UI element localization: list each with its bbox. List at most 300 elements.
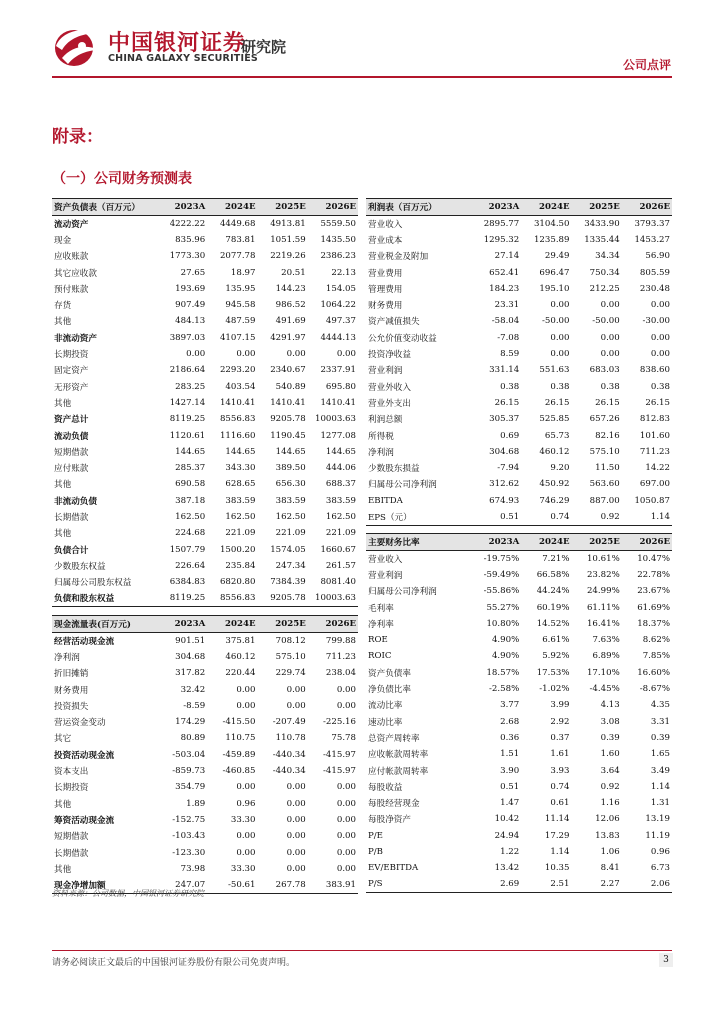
cell-value: 1.51 bbox=[500, 749, 520, 760]
table-row bbox=[52, 541, 358, 557]
table-row bbox=[52, 633, 358, 649]
cell-value: 708.12 bbox=[275, 635, 306, 646]
cell-value: 1.22 bbox=[500, 846, 520, 857]
table-row bbox=[366, 599, 672, 615]
row-label: 资本支出 bbox=[54, 767, 89, 778]
cell-value: 16.60% bbox=[637, 667, 670, 678]
table-header-row bbox=[366, 534, 672, 551]
cell-value: 283.25 bbox=[175, 381, 206, 392]
cell-value: 0.00 bbox=[236, 782, 256, 793]
table-row bbox=[366, 330, 672, 346]
cell-value: 10003.63 bbox=[314, 414, 356, 425]
cell-value: 10.42 bbox=[494, 814, 520, 825]
row-label: 应收帐款周转率 bbox=[368, 750, 429, 761]
row-label: 无形资产 bbox=[54, 382, 89, 393]
cell-value: 2077.78 bbox=[219, 251, 256, 262]
galaxy-logo-icon bbox=[52, 24, 104, 68]
cell-value: 688.37 bbox=[325, 479, 356, 490]
company-name-cn: 中国银河证券 bbox=[108, 31, 247, 56]
cell-value: 26.15 bbox=[645, 397, 670, 408]
row-label: 营业收入 bbox=[368, 554, 403, 565]
table-row bbox=[52, 281, 358, 297]
cell-value: 0.00 bbox=[236, 847, 256, 858]
cell-value: 383.59 bbox=[325, 495, 356, 506]
row-label: 营业费用 bbox=[368, 268, 403, 279]
cell-value: 0.38 bbox=[500, 381, 520, 392]
cell-value: 0.61 bbox=[550, 798, 570, 809]
cell-value: -7.08 bbox=[497, 332, 520, 343]
cell-value: 0.00 bbox=[600, 332, 620, 343]
row-label: 长期投资 bbox=[54, 783, 89, 794]
row-label: 流动比率 bbox=[368, 701, 403, 712]
cell-value: 55.27% bbox=[486, 602, 520, 613]
cell-value: 17.10% bbox=[586, 667, 620, 678]
cell-value: 3433.90 bbox=[584, 218, 620, 229]
cell-value: 4291.97 bbox=[270, 332, 306, 343]
cell-value: -55.86% bbox=[483, 586, 520, 597]
cell-value: 525.85 bbox=[539, 414, 570, 425]
table-row bbox=[366, 730, 672, 746]
row-label: 存货 bbox=[54, 301, 72, 312]
cell-value: -4.45% bbox=[589, 684, 620, 695]
table-row bbox=[52, 493, 358, 509]
cell-value: 0.00 bbox=[286, 700, 306, 711]
table-row bbox=[52, 649, 358, 665]
row-label: 非流动资产 bbox=[54, 333, 97, 344]
cell-value: 0.00 bbox=[336, 831, 356, 842]
cell-value: 8119.25 bbox=[169, 414, 206, 425]
table-row bbox=[366, 762, 672, 778]
cell-value: 1435.50 bbox=[320, 234, 356, 245]
cell-value: 0.69 bbox=[500, 430, 520, 441]
cell-value: 285.37 bbox=[175, 463, 206, 474]
cell-value: 0.00 bbox=[286, 349, 306, 360]
row-label: 长期投资 bbox=[54, 350, 89, 361]
cell-value: 1190.45 bbox=[270, 430, 306, 441]
cell-value: 0.00 bbox=[550, 332, 570, 343]
table-row bbox=[366, 232, 672, 248]
table-row bbox=[52, 812, 358, 828]
cell-value: 230.48 bbox=[639, 283, 670, 294]
cell-value: 7.85% bbox=[642, 651, 670, 662]
cell-value: 1.47 bbox=[500, 798, 520, 809]
cell-value: 0.00 bbox=[286, 863, 306, 874]
cell-value: 12.06 bbox=[595, 814, 620, 825]
cell-value: 2293.20 bbox=[219, 365, 256, 376]
column-header: 2023A bbox=[157, 199, 207, 216]
cell-value: 696.47 bbox=[539, 267, 570, 278]
table-row bbox=[52, 747, 358, 763]
cell-value: 484.13 bbox=[175, 316, 206, 327]
cell-value: 1.14 bbox=[622, 509, 672, 525]
cell-value: -460.85 bbox=[222, 766, 256, 777]
table-row bbox=[52, 574, 358, 590]
cell-value: 8081.40 bbox=[320, 577, 356, 588]
column-header: 2023A bbox=[157, 616, 207, 633]
footer-divider bbox=[52, 950, 672, 951]
cell-value: 1.61 bbox=[550, 749, 570, 760]
cell-value: 10.47% bbox=[637, 553, 670, 564]
row-label: 营运资金变动 bbox=[54, 718, 106, 729]
cell-value: 61.11% bbox=[586, 602, 620, 613]
cell-value: 683.03 bbox=[589, 365, 620, 376]
cell-value: -50.00 bbox=[592, 316, 620, 327]
table-row bbox=[52, 779, 358, 795]
cell-value: 304.68 bbox=[175, 651, 206, 662]
column-header: 2026E bbox=[622, 199, 672, 216]
row-label: 净负债比率 bbox=[368, 685, 411, 696]
row-label: 非流动负债 bbox=[54, 496, 97, 507]
row-label: 公允价值变动收益 bbox=[368, 333, 437, 344]
cell-value: -440.34 bbox=[272, 766, 306, 777]
cell-value: -50.00 bbox=[541, 316, 570, 327]
cell-value: 4.90% bbox=[491, 651, 520, 662]
table-row bbox=[52, 665, 358, 681]
cell-value: 144.65 bbox=[175, 446, 206, 457]
cell-value: 7.21% bbox=[542, 553, 570, 564]
cell-value: 305.37 bbox=[489, 414, 520, 425]
cell-value: 11.14 bbox=[544, 814, 570, 825]
cell-value: 144.65 bbox=[325, 446, 356, 457]
cell-value: 575.10 bbox=[275, 651, 306, 662]
cell-value: 0.38 bbox=[650, 381, 670, 392]
cell-value: 110.75 bbox=[225, 733, 256, 744]
cell-value: 1295.32 bbox=[483, 234, 520, 245]
table-row bbox=[52, 216, 358, 232]
cell-value: 1.14 bbox=[650, 781, 670, 792]
cell-value: 33.30 bbox=[230, 863, 256, 874]
row-label: ROE bbox=[368, 635, 388, 646]
cell-value: 0.96 bbox=[236, 798, 256, 809]
cell-value: 60.19% bbox=[536, 602, 570, 613]
cell-value: 656.30 bbox=[275, 479, 306, 490]
cell-value: -415.50 bbox=[222, 717, 256, 728]
table-row bbox=[52, 346, 358, 362]
cell-value: -152.75 bbox=[172, 814, 206, 825]
row-label: P/B bbox=[368, 846, 383, 857]
cell-value: 1.89 bbox=[186, 798, 206, 809]
cell-value: 23.82% bbox=[586, 569, 620, 580]
cell-value: 0.00 bbox=[550, 349, 570, 360]
row-label: ROIC bbox=[368, 651, 392, 662]
cell-value: 0.00 bbox=[186, 349, 206, 360]
cell-value: 1410.41 bbox=[219, 397, 256, 408]
cell-value: -19.75% bbox=[483, 553, 520, 564]
table-row bbox=[52, 232, 358, 248]
cell-value: 0.00 bbox=[236, 831, 256, 842]
cell-value: 901.51 bbox=[175, 635, 206, 646]
cell-value: 4444.13 bbox=[320, 332, 356, 343]
cell-value: 23.67% bbox=[637, 586, 670, 597]
table-row bbox=[366, 264, 672, 280]
row-label: 长期借款 bbox=[54, 848, 89, 859]
cell-value: 1.65 bbox=[650, 749, 670, 760]
table-row bbox=[366, 444, 672, 460]
row-label: EBITDA bbox=[368, 495, 403, 506]
report-type: 公司点评 bbox=[622, 58, 671, 72]
cell-value: 6820.80 bbox=[219, 577, 256, 588]
table-row bbox=[52, 525, 358, 541]
row-label: 短期借款 bbox=[54, 447, 89, 458]
cell-value: 2895.77 bbox=[483, 218, 520, 229]
row-label: 营业利润 bbox=[368, 366, 403, 377]
cell-value: 746.29 bbox=[539, 495, 570, 506]
table-row bbox=[366, 567, 672, 583]
cell-value: 460.12 bbox=[539, 446, 570, 457]
row-label: 投资净收益 bbox=[368, 350, 411, 361]
row-label: 所得税 bbox=[368, 431, 394, 442]
cell-value: 1660.67 bbox=[320, 544, 356, 555]
cell-value: 11.50 bbox=[595, 463, 620, 474]
table-row bbox=[366, 248, 672, 264]
table-row bbox=[366, 681, 672, 697]
row-label: 其他 bbox=[54, 317, 72, 328]
cell-value: 212.25 bbox=[589, 283, 620, 294]
cell-value: 0.00 bbox=[336, 798, 356, 809]
cell-value: 0.00 bbox=[650, 300, 670, 311]
row-label: 筹资活动现金流 bbox=[54, 815, 115, 826]
table-header-row bbox=[52, 616, 358, 633]
cell-value: 0.00 bbox=[336, 814, 356, 825]
table-row bbox=[366, 395, 672, 411]
cell-value: 195.10 bbox=[539, 283, 570, 294]
cell-value: 61.69% bbox=[637, 602, 670, 613]
cell-value: 144.65 bbox=[275, 446, 306, 457]
table-row bbox=[366, 378, 672, 394]
table-row bbox=[52, 698, 358, 714]
cell-value: 3.99 bbox=[550, 700, 570, 711]
cell-value: 1050.87 bbox=[634, 495, 670, 506]
table-row bbox=[52, 411, 358, 427]
cell-value: -859.73 bbox=[172, 766, 206, 777]
cell-value: 0.00 bbox=[336, 684, 356, 695]
cell-value: 497.37 bbox=[325, 316, 356, 327]
row-label: 预付账款 bbox=[54, 284, 89, 295]
row-label: 净利率 bbox=[368, 619, 394, 630]
cell-value: 652.41 bbox=[489, 267, 520, 278]
income-statement-table bbox=[366, 198, 672, 526]
balance-sheet-table bbox=[52, 198, 358, 607]
table-row bbox=[366, 493, 672, 509]
column-header: 2024E bbox=[521, 534, 571, 551]
cell-value: 0.00 bbox=[236, 700, 256, 711]
cell-value: 0.00 bbox=[650, 332, 670, 343]
table-row bbox=[366, 828, 672, 844]
row-label: 营业利润 bbox=[368, 570, 403, 581]
cell-value: 697.00 bbox=[639, 479, 670, 490]
header-divider bbox=[52, 76, 672, 78]
appendix-title: 附录： bbox=[52, 127, 103, 147]
cell-value: 945.58 bbox=[225, 300, 256, 311]
table-row bbox=[366, 281, 672, 297]
cell-value: 711.23 bbox=[639, 446, 670, 457]
cell-value: 0.37 bbox=[550, 732, 570, 743]
cell-value: -2.58% bbox=[489, 684, 520, 695]
table-header-row bbox=[52, 199, 358, 216]
cell-value: 18.97 bbox=[230, 267, 256, 278]
row-label: 总资产周转率 bbox=[368, 733, 420, 744]
cell-value: 8.41 bbox=[600, 863, 620, 874]
cell-value: 1453.27 bbox=[634, 234, 670, 245]
table-row bbox=[52, 828, 358, 844]
table-title-header: 利润表（百万元） bbox=[366, 199, 471, 216]
cell-value: -30.00 bbox=[642, 316, 670, 327]
table-row bbox=[52, 378, 358, 394]
cell-value: 4.35 bbox=[650, 700, 670, 711]
cell-value: 261.57 bbox=[325, 560, 356, 571]
cell-value: 838.60 bbox=[639, 365, 670, 376]
cell-value: 304.68 bbox=[489, 446, 520, 457]
cell-value: 563.60 bbox=[589, 479, 620, 490]
cell-value: 2.69 bbox=[471, 876, 521, 892]
row-label: 负债和股东权益 bbox=[52, 590, 157, 606]
table-row bbox=[366, 876, 672, 892]
row-label: 归属母公司净利润 bbox=[368, 587, 437, 598]
institute-label: 研究院 bbox=[241, 38, 287, 56]
row-label: 资产负债率 bbox=[368, 668, 411, 679]
row-label: 折旧摊销 bbox=[54, 669, 89, 680]
cell-value: 9205.78 bbox=[258, 590, 308, 606]
cell-value: -207.49 bbox=[272, 717, 306, 728]
cell-value: 2.68 bbox=[500, 716, 520, 727]
table-row bbox=[366, 811, 672, 827]
cell-value: 8119.25 bbox=[157, 590, 207, 606]
cell-value: 3104.50 bbox=[533, 218, 570, 229]
row-label: 少数股东权益 bbox=[54, 561, 106, 572]
cell-value: 575.10 bbox=[589, 446, 620, 457]
cell-value: 8556.83 bbox=[207, 590, 257, 606]
column-header: 2025E bbox=[572, 199, 622, 216]
cell-value: 82.16 bbox=[595, 430, 620, 441]
cell-value: 444.06 bbox=[325, 463, 356, 474]
row-label: 投资活动现金流 bbox=[54, 750, 115, 761]
table-row bbox=[52, 861, 358, 877]
cell-value: 267.78 bbox=[258, 877, 308, 893]
cell-value: 1120.61 bbox=[169, 430, 206, 441]
cell-value: 11.19 bbox=[645, 830, 670, 841]
cell-value: 0.36 bbox=[500, 732, 520, 743]
cell-value: 1500.20 bbox=[219, 544, 256, 555]
cell-value: 0.00 bbox=[286, 684, 306, 695]
row-label: 应付账款 bbox=[54, 464, 89, 475]
cell-value: 162.50 bbox=[225, 511, 256, 522]
table-row bbox=[366, 460, 672, 476]
cell-value: 3793.37 bbox=[634, 218, 670, 229]
page-number: 3 bbox=[659, 953, 673, 967]
cell-value: 1410.41 bbox=[320, 397, 356, 408]
cell-value: 14.52% bbox=[536, 618, 570, 629]
cell-value: 403.54 bbox=[225, 381, 256, 392]
row-label: 其它 bbox=[54, 734, 72, 745]
cell-value: 144.23 bbox=[275, 283, 306, 294]
row-label: 管理费用 bbox=[368, 284, 403, 295]
row-label: 营业外支出 bbox=[368, 398, 411, 409]
cell-value: 75.78 bbox=[331, 733, 356, 744]
cell-value: 221.09 bbox=[275, 528, 306, 539]
cell-value: 235.84 bbox=[225, 560, 256, 571]
cell-value: 34.34 bbox=[595, 251, 620, 262]
row-label: 营业收入 bbox=[368, 219, 403, 230]
table-title-header: 主要财务比率 bbox=[366, 534, 471, 551]
row-label: 净利润 bbox=[368, 447, 394, 458]
cell-value: 220.44 bbox=[225, 668, 256, 679]
cell-value: 5.92% bbox=[542, 651, 570, 662]
column-header: 2026E bbox=[622, 534, 672, 551]
cell-value: -103.43 bbox=[172, 831, 206, 842]
table-row bbox=[366, 860, 672, 876]
cell-value: 1.16 bbox=[600, 798, 620, 809]
cell-value: 1773.30 bbox=[169, 251, 206, 262]
row-label: 长期借款 bbox=[54, 512, 89, 523]
row-label: 归属母公司净利润 bbox=[368, 480, 437, 491]
cell-value: 13.83 bbox=[595, 830, 620, 841]
cell-value: 184.23 bbox=[489, 283, 520, 294]
table-row bbox=[52, 427, 358, 443]
cell-value: 10.61% bbox=[586, 553, 620, 564]
row-label: 财务费用 bbox=[368, 301, 403, 312]
cell-value: 835.96 bbox=[175, 234, 206, 245]
cell-value: 0.96 bbox=[650, 846, 670, 857]
cell-value: 4913.81 bbox=[270, 218, 306, 229]
cell-value: 4.13 bbox=[600, 700, 620, 711]
table-row bbox=[52, 763, 358, 779]
cell-value: 450.92 bbox=[539, 479, 570, 490]
cell-value: 799.88 bbox=[325, 635, 356, 646]
cell-value: 154.05 bbox=[325, 283, 356, 294]
cell-value: 0.00 bbox=[336, 863, 356, 874]
row-label: 短期借款 bbox=[54, 832, 89, 843]
cash-flow-table bbox=[52, 615, 358, 894]
cell-value: 695.80 bbox=[325, 381, 356, 392]
row-label: 资产减值损失 bbox=[368, 317, 420, 328]
cell-value: 0.00 bbox=[286, 814, 306, 825]
row-label: 每股净资产 bbox=[368, 815, 411, 826]
cell-value: -8.59 bbox=[183, 700, 206, 711]
cell-value: 17.29 bbox=[544, 830, 570, 841]
cell-value: 487.59 bbox=[225, 316, 256, 327]
cell-value: 0.00 bbox=[650, 349, 670, 360]
cell-value: 0.74 bbox=[521, 509, 571, 525]
cell-value: 1427.14 bbox=[169, 397, 206, 408]
cell-value: 0.00 bbox=[236, 349, 256, 360]
cell-value: -59.49% bbox=[483, 569, 520, 580]
table-row bbox=[366, 844, 672, 860]
cell-value: 16.41% bbox=[586, 618, 620, 629]
table-row bbox=[52, 476, 358, 492]
cell-value: 24.94 bbox=[494, 830, 520, 841]
cell-value: 7384.39 bbox=[270, 577, 306, 588]
cell-value: 1064.22 bbox=[320, 300, 356, 311]
table-header-row bbox=[366, 199, 672, 216]
cell-value: 18.57% bbox=[486, 667, 520, 678]
cell-value: 2386.23 bbox=[320, 251, 356, 262]
cell-value: 0.51 bbox=[500, 781, 520, 792]
cell-value: 3.90 bbox=[500, 765, 520, 776]
row-label: 每股收益 bbox=[368, 782, 403, 793]
cell-value: 44.24% bbox=[536, 586, 570, 597]
row-label: 其它应收款 bbox=[54, 268, 97, 279]
cell-value: 174.29 bbox=[175, 717, 206, 728]
page-header bbox=[0, 0, 724, 80]
cell-value: 3.93 bbox=[550, 765, 570, 776]
cell-value: 23.31 bbox=[494, 300, 520, 311]
row-label: EV/EBITDA bbox=[368, 863, 419, 874]
cell-value: 9.20 bbox=[550, 463, 570, 474]
cell-value: 0.39 bbox=[600, 732, 620, 743]
cell-value: 343.30 bbox=[225, 463, 256, 474]
cell-value: 1051.59 bbox=[270, 234, 306, 245]
cell-value: 2340.67 bbox=[270, 365, 306, 376]
